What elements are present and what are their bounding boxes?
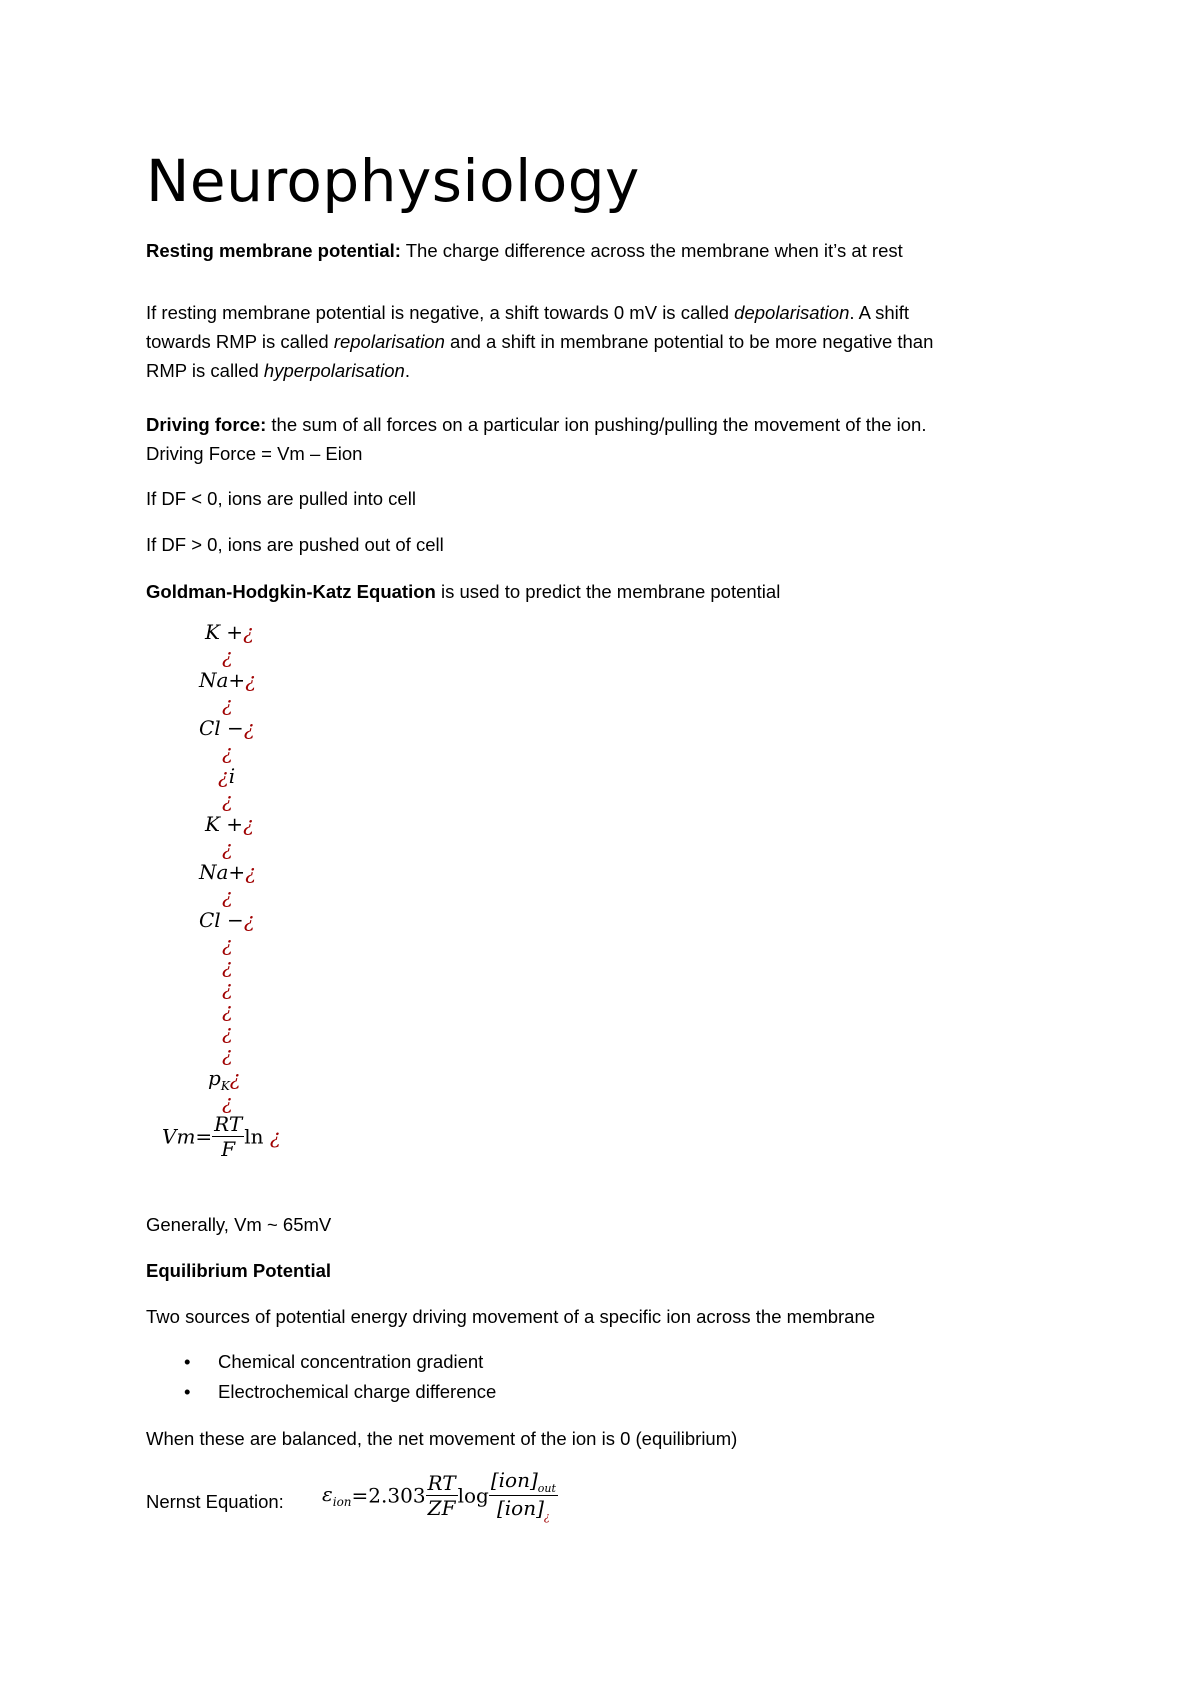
nernst-ion-out-text: [ion]	[490, 1468, 538, 1492]
ghk-err-glyph: ¿	[222, 740, 233, 764]
ghk-err-glyph: ¿	[222, 1020, 233, 1044]
nernst-fraction-rt	[426, 1471, 458, 1520]
depol-text-1: If resting membrane potential is negative, a shift towards 0 mV is called	[146, 302, 735, 323]
ghk-err-glyph: ¿	[243, 908, 255, 932]
ghk-err-glyph: ¿	[222, 1042, 233, 1066]
nernst-formula	[322, 1468, 558, 1523]
nernst-eps-sub: ion	[332, 1495, 352, 1509]
list-item	[146, 1377, 1046, 1407]
ghk-k-plus-text: K +	[205, 812, 244, 836]
ghk-cl-minus-text: Cl −	[199, 716, 244, 740]
ghk-err-glyph: ¿	[243, 716, 255, 740]
nernst-fraction-ion	[489, 1468, 558, 1523]
ghk-text: is used to predict the membrane potential	[435, 581, 781, 602]
list-item	[146, 1347, 1046, 1377]
ghk-label: Goldman-Hodgkin-Katz Equation	[146, 581, 436, 602]
ghk-fraction	[212, 1112, 244, 1161]
ghk-numerator: RT	[214, 1112, 243, 1136]
balanced-line: When these are balanced, the net movement of the ion is 0 (equilibrium)	[146, 1428, 738, 1449]
ghk-paragraph	[146, 577, 1046, 606]
ghk-na-plus-text: Na+	[199, 668, 246, 692]
ghk-cl-minus-text: Cl −	[199, 908, 244, 932]
bullet-text: Chemical concentration gradient	[218, 1351, 484, 1372]
bullet-text: Electrochemical charge difference	[218, 1381, 497, 1402]
bullet-list	[146, 1347, 1046, 1407]
nernst-log: log	[457, 1483, 489, 1508]
ghk-vm-text: Vm=	[162, 1124, 213, 1149]
nernst-denominator: ZF	[427, 1496, 456, 1520]
depol-text-2: . A shift	[849, 302, 910, 323]
nernst-label: Nernst Equation:	[146, 1491, 284, 1512]
depol-term-hyperpolarisation: hyperpolarisation	[263, 360, 405, 381]
depol-text-4: and a shift in membrane potential to be more negative than	[444, 331, 934, 352]
ghk-ln: ln	[244, 1124, 264, 1149]
ghk-err-glyph: ¿	[222, 884, 233, 908]
nernst-numerator: RT	[427, 1471, 456, 1495]
nernst-ion-in-text: [ion]	[496, 1496, 544, 1520]
ghk-cl-minus	[199, 908, 255, 932]
driving-force-paragraph	[146, 410, 1046, 468]
rmp-text: The charge difference across the membrane when it’s at rest	[400, 240, 903, 261]
ghk-err-glyph: ¿	[269, 1124, 281, 1149]
ghk-err-glyph: ¿	[229, 1066, 241, 1090]
driving-force-text: the sum of all forces on a particular ion pushing/pulling the movement of the ion.	[266, 414, 927, 435]
ghk-pk-text: p	[208, 1066, 221, 1090]
ghk-err-glyph: ¿	[222, 692, 233, 716]
depol-term-repolarisation: repolarisation	[333, 331, 445, 352]
nernst-constant: =2.303	[351, 1483, 426, 1508]
nernst-ion-in-sub: ¿	[543, 1510, 550, 1523]
depol-text-6: .	[404, 360, 410, 381]
nernst-ion-in	[489, 1496, 558, 1523]
ghk-denominator: F	[221, 1137, 236, 1161]
rmp-label: Resting membrane potential:	[146, 240, 401, 261]
two-sources-line: Two sources of potential energy driving movement of a specific ion across the membrane	[146, 1306, 876, 1327]
ghk-err-glyph: ¿	[222, 932, 233, 956]
ghk-k-plus	[205, 620, 254, 644]
ghk-cl-minus	[199, 716, 255, 740]
nernst-eps-text: ε	[322, 1482, 333, 1506]
generally-line: Generally, Vm ~ 65mV	[146, 1214, 332, 1235]
bullet-icon: •	[184, 1351, 191, 1372]
df-positive-line: If DF > 0, ions are pushed out of cell	[146, 534, 444, 555]
ghk-vm-formula	[162, 1112, 281, 1161]
ghk-err-glyph: ¿	[222, 954, 233, 978]
depolarisation-paragraph	[146, 298, 1046, 385]
depol-text-3: towards RMP is called	[146, 331, 334, 352]
ghk-err-glyph: ¿	[222, 644, 233, 668]
ghk-k-plus-text: K +	[205, 620, 244, 644]
ghk-k-plus	[205, 812, 254, 836]
rmp-paragraph	[146, 236, 1046, 265]
depol-text-5: RMP is called	[146, 360, 264, 381]
ghk-err-glyph: ¿	[245, 668, 256, 692]
ghk-na-plus	[199, 860, 256, 884]
ghk-err-i	[218, 764, 235, 788]
driving-force-formula: Driving Force = Vm – Eion	[146, 443, 363, 464]
nernst-ion-out	[489, 1468, 558, 1496]
driving-force-label: Driving force:	[146, 414, 267, 435]
ghk-err-glyph: ¿	[222, 1090, 233, 1114]
ghk-err-glyph: ¿	[243, 620, 254, 644]
ghk-pk-sub: K	[220, 1079, 230, 1093]
df-negative-line: If DF < 0, ions are pulled into cell	[146, 488, 416, 509]
ghk-na-plus	[199, 668, 256, 692]
page-title: Neurophysiology	[146, 147, 640, 215]
bullet-icon: •	[184, 1381, 191, 1402]
ghk-i-text: i	[228, 764, 236, 788]
ghk-err-glyph: ¿	[222, 788, 233, 812]
ghk-err-glyph: ¿	[222, 976, 233, 1000]
ghk-err-glyph: ¿	[218, 764, 229, 788]
ghk-err-glyph: ¿	[222, 836, 233, 860]
ghk-err-glyph: ¿	[243, 812, 254, 836]
nernst-ion-out-sub: out	[537, 1482, 556, 1495]
depol-term-depolarisation: depolarisation	[734, 302, 850, 323]
equilibrium-heading: Equilibrium Potential	[146, 1260, 332, 1281]
nernst-epsilon	[322, 1482, 352, 1509]
ghk-err-glyph: ¿	[245, 860, 256, 884]
ghk-na-plus-text: Na+	[199, 860, 246, 884]
ghk-err-glyph: ¿	[222, 998, 233, 1022]
